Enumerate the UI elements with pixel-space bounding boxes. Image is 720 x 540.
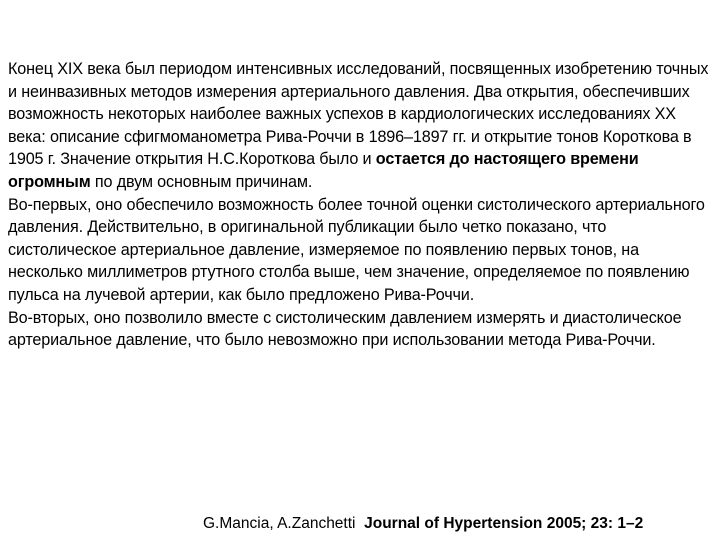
paragraph-first-reason: Во-первых, оно обеспечило возможность более точной оценки систолического артериального давления. Действительно, в оригинальной публикации было четко показано, что систолическое артериальное давление, измеряемое по появлению первых тонов, на несколько миллиметров ртутного столба выше, чем значение, определяемое по появлению пульса на лучевой артерии, как было предложено Рива-Роччи.: [8, 195, 705, 304]
citation: [203, 514, 643, 534]
paragraph-history-text: Конец XIX века был периодом интенсивных исследований, посвященных изобретению точных и неинвазивных методов измерения артериального давления. Два открытия, обеспечивших возможность некоторых наиболее важных успехов в кардиологических исследованиях XX века: описание сфигмоманометра Рива-Роччи в 1896–1897 гг. и открытие тонов Короткова в 1905 г. Значение открытия Н.С.Короткова было и: [8, 60, 709, 169]
citation-journal: Journal of Hypertension 2005; 23: 1–2: [364, 515, 644, 532]
citation-authors: G.Mancia, A.Zanchetti: [203, 515, 356, 532]
paragraph-history-end: по двум основным причинам.: [90, 172, 313, 191]
paragraph-history: [8, 58, 714, 194]
paragraph-second-reason: Во-вторых, оно позволило вместе с систолическим давлением измерять и диастолическое артериальное давление, что было невозможно при использовании метода Рива-Роччи.: [8, 308, 682, 350]
emphasis-text: остается до настоящего времени огромным: [8, 150, 639, 191]
main-text-block: [8, 58, 714, 352]
